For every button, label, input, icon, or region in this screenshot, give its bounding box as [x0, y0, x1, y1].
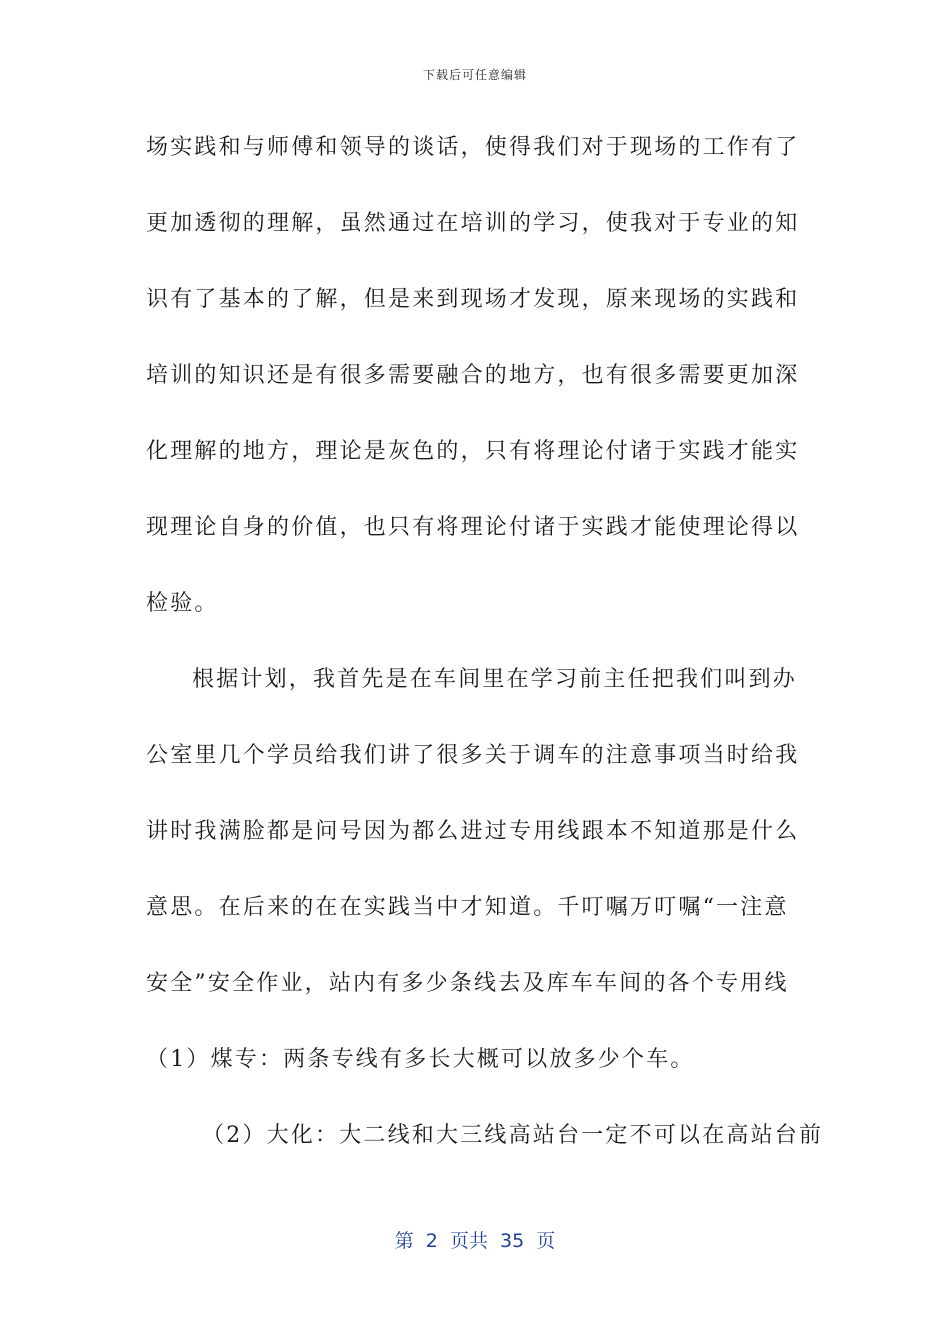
text-line: 讲时我满脸都是问号因为都么进过专用线跟本不知道那是什么 — [146, 819, 800, 844]
text-line: 场实践和与师傅和领导的谈话，使得我们对于现场的工作有了 — [146, 135, 800, 160]
text-line: 安全”安全作业，站内有多少条线去及库车车间的各个专用线 — [146, 971, 789, 996]
text-line: 公室里几个学员给我们讲了很多关于调车的注意事项当时给我 — [146, 743, 800, 768]
document-body — [146, 118, 824, 1182]
text-line: 检验。 — [146, 591, 219, 616]
text-line: 意思。在后来的在在实践当中才知道。千叮嘱万叮嘱“一注意 — [146, 895, 789, 920]
list-item: （1）煤专：两条专线有多长大概可以放多少个车。 — [146, 1047, 695, 1072]
text-line: 化理解的地方，理论是灰色的，只有将理论付诸于实践才能实 — [146, 439, 800, 464]
text-line: 培训的知识还是有很多需要融合的地方，也有很多需要更加深 — [146, 363, 800, 388]
text-line: 更加透彻的理解，虽然通过在培训的学习，使我对于专业的知 — [146, 211, 800, 236]
page-number: 第 2 页共 35 页 — [394, 1230, 556, 1252]
header-note: 下载后可任意编辑 — [422, 68, 527, 82]
paragraph-start: 根据计划，我首先是在车间里在学习前主任把我们叫到办 — [192, 667, 798, 692]
list-item: （2）大化：大二线和大三线高站台一定不可以在高站台前 — [202, 1123, 824, 1148]
text-line: 现理论自身的价值，也只有将理论付诸于实践才能使理论得以 — [146, 515, 800, 540]
text-line: 识有了基本的了解，但是来到现场才发现，原来现场的实践和 — [146, 287, 800, 312]
